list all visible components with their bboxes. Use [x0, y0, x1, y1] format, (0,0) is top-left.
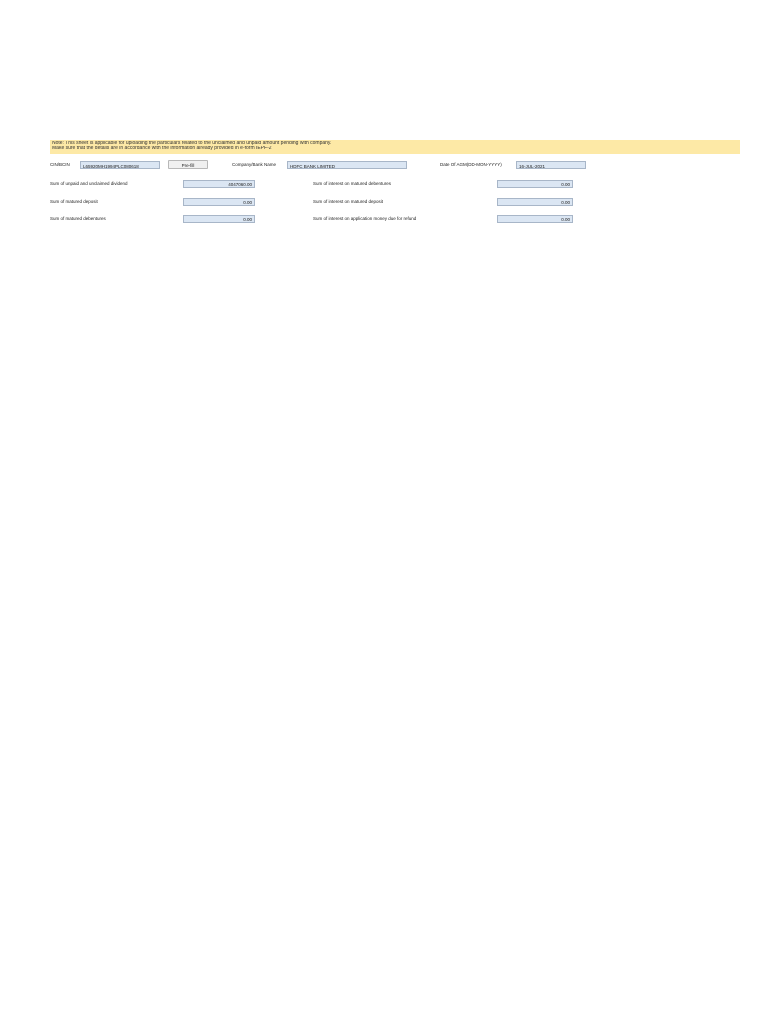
matured-debentures-value: 0.00 — [183, 215, 255, 223]
unpaid-dividend-value: 4047060.00 — [183, 180, 255, 188]
matured-deposit-label: Sum of matured deposit — [50, 199, 98, 204]
int-debentures-value: 0.00 — [497, 180, 573, 188]
agm-date-input[interactable]: 16-JUL-2021 — [516, 161, 586, 169]
prefill-button[interactable]: Pre-fill — [168, 160, 208, 169]
note-line-2: Make sure that the details are in accordance with the information already provided in e-form IEPF-2 — [52, 145, 272, 151]
cin-label: CIN/BCIN — [50, 162, 70, 167]
unpaid-dividend-label: Sum of unpaid and unclaimed dividend — [50, 181, 128, 186]
instruction-note — [50, 140, 740, 154]
agm-date-label: Date Of AGM(DD-MON-YYYY) — [440, 162, 502, 167]
cin-input[interactable]: L65920MH1994PLC080618 — [80, 161, 160, 169]
matured-debentures-label: Sum of matured debentures — [50, 216, 106, 221]
header-row — [50, 160, 740, 169]
int-debentures-label: Sum of interest on matured debentures — [313, 181, 392, 186]
note-line-1: Note: This sheet is applicable for uploading the particulars related to the unclaimed and unpaid amount pending with company. — [52, 141, 332, 146]
int-deposit-label: Sum of interest on matured deposit — [313, 199, 384, 204]
int-application-label: Sum of interest on application money due for refund — [313, 216, 417, 221]
company-label: Company/Bank Name — [232, 162, 277, 167]
company-name-field[interactable]: HDFC BANK LIMITED — [287, 161, 407, 169]
matured-deposit-value: 0.00 — [183, 198, 255, 206]
int-application-value: 0.00 — [497, 215, 573, 223]
int-deposit-value: 0.00 — [497, 198, 573, 206]
